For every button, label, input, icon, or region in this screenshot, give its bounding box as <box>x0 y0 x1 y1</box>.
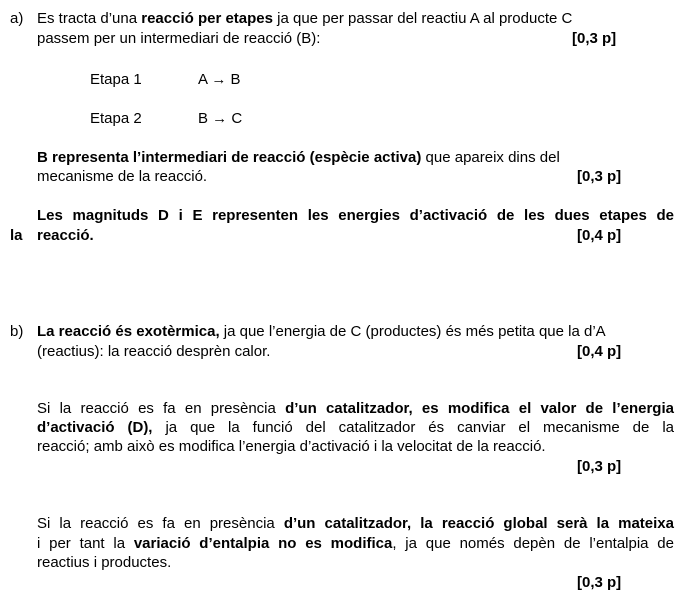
part-a-p1-line1: Es tracta d’una reacció per etapes ja que per passar del reactiu A al producte C <box>37 10 573 27</box>
part-b-p2-line3: reacció; amb això es modifica l’energia d’activació i la velocitat de la reacció. <box>37 438 546 455</box>
part-a-p2-line2: mecanisme de la reacció. <box>37 168 208 185</box>
step-2-equation: B → C <box>198 110 243 127</box>
part-b-p1-line1: La reacció és exotèrmica, ja que l’energia de C (productes) és més petita que la d’A <box>37 323 606 340</box>
part-a-p3-line2: reacció. <box>37 227 94 244</box>
step-1-label: Etapa 1 <box>90 71 142 88</box>
part-b-p3-score: [0,3 p] <box>577 574 622 591</box>
part-b-p3-line3: reactius i productes. <box>37 554 172 571</box>
part-b-p2-score: [0,3 p] <box>577 458 622 475</box>
part-b-p2-line1: Si la reacció es fa en presència d’un catalitzador, es modifica el valor de l’energia <box>37 400 674 417</box>
part-b-p2-line2: d’activació (D), ja que la funció del catalitzador és canviar el mecanisme de la <box>37 419 674 436</box>
part-b-p1-score: [0,4 p] <box>577 343 622 360</box>
part-a-p3-score: [0,4 p] <box>577 227 622 244</box>
part-a-p3-line1: Les magnituds D i E representen les energies d’activació de les dues etapes de <box>37 207 674 224</box>
step-2-label: Etapa 2 <box>90 110 142 127</box>
step-1-equation: A → B <box>198 71 241 88</box>
part-a-p1-score: [0,3 p] <box>572 30 617 47</box>
part-a-p2-score: [0,3 p] <box>577 168 622 185</box>
part-a-p2-line1: B representa l’intermediari de reacció (espècie activa) que apareix dins del <box>37 149 560 166</box>
part-b-marker: b) <box>10 323 24 340</box>
part-b-p3-line2: i per tant la variació d’entalpia no es modifica, ja que només depèn de l’entalpia de <box>37 535 674 552</box>
part-b-p1-line2: (reactius): la reacció desprèn calor. <box>37 343 271 360</box>
part-a-marker: a) <box>10 10 24 27</box>
part-b-p3-line1: Si la reacció es fa en presència d’un catalitzador, la reacció global serà la mateixa <box>37 515 674 532</box>
part-a-p3-prefix: la <box>10 227 23 244</box>
part-a-p1-line2: passem per un intermediari de reacció (B): <box>37 30 321 47</box>
